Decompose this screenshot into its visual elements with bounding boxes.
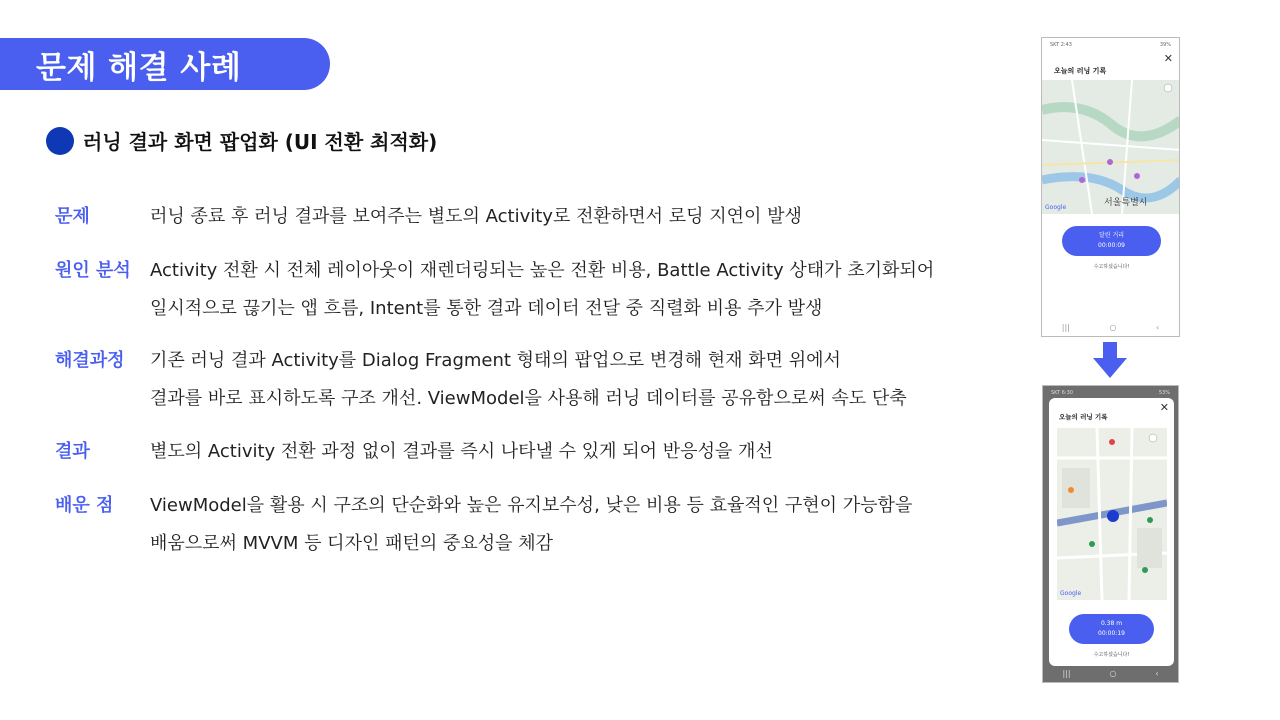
row-line: Activity 전환 시 전체 레이아웃이 재렌더링되는 높은 전환 비용, Battle Activity 상태가 초기화되어 [150,260,935,281]
android-nav-bar [1043,664,1178,682]
map-city-label: 서울특별시 [1104,198,1148,208]
arrow-down-icon [1093,342,1127,378]
back-icon[interactable]: ‹ [1155,668,1159,678]
close-icon[interactable]: ✕ [1159,401,1169,414]
title-banner [0,38,330,90]
row-line: ViewModel을 활용 시 구조의 단순화와 높은 유지보수성, 낮은 비용 등 효율적인 구현이 가능함을 [150,495,913,516]
row-label: 결과 [55,441,90,462]
row-text [150,433,1015,471]
result-time: 00:00:09 [1098,242,1125,249]
status-battery: 53% [1158,390,1170,396]
map-illustration [1057,428,1167,600]
result-distance: 달린 거리 [1098,232,1125,239]
row-text [150,342,1015,418]
result-dialog [1049,398,1174,666]
phone-screenshot-before [1041,37,1180,337]
status-time: SKT 2:43 [1050,42,1072,48]
row-label: 배운 점 [55,495,114,516]
home-icon[interactable]: ○ [1109,668,1117,678]
status-battery: 39% [1159,42,1171,48]
row-line: 결과를 바로 표시하도록 구조 개선. ViewModel을 사용해 러닝 데이터를 공유함으로써 속도 단축 [150,388,907,409]
row-line: 별도의 Activity 전환 과정 없이 결과를 즉시 나타낼 수 있게 되어 반응성을 개선 [150,441,773,462]
map-illustration [1042,80,1180,214]
row-text [150,198,1015,236]
result-button[interactable] [1069,614,1154,644]
thanks-text: 수고하셨습니다! [1093,652,1130,658]
google-logo: Google [1060,590,1082,597]
status-bar [1042,38,1179,52]
row-line: 기존 러닝 결과 Activity를 Dialog Fragment 형태의 팝업으로 변경해 현재 화면 위에서 [150,350,841,371]
map-view[interactable] [1057,428,1167,600]
status-time: SKT 6:30 [1051,390,1073,396]
row-line: 러닝 종료 후 러닝 결과를 보여주는 별도의 Activity로 전환하면서 로딩 지연이 발생 [150,206,802,227]
page-title: 문제 해결 사례 [36,49,242,86]
android-nav-bar [1042,318,1179,336]
close-icon[interactable]: ✕ [1163,52,1173,65]
section-subtitle [46,126,437,155]
bullet-dot-icon [46,127,74,155]
result-distance: 0.38 m [1100,620,1123,627]
google-logo: Google [1045,204,1067,211]
row-label: 원인 분석 [55,260,131,281]
recent-apps-icon[interactable]: ||| [1062,668,1071,678]
recent-apps-icon[interactable]: ||| [1061,322,1070,332]
row-line: 배움으로써 MVVM 등 디자인 패턴의 중요성을 체감 [150,533,553,554]
map-view[interactable] [1042,80,1180,214]
result-time: 00:00:19 [1098,630,1125,637]
row-text [150,252,1015,328]
thanks-text: 수고하셨습니다! [1093,264,1130,270]
row-text [150,487,1015,563]
home-icon[interactable]: ○ [1109,322,1117,332]
row-line: 일시적으로 끊기는 앱 흐름, Intent를 통한 결과 데이터 전달 중 직렬화 비용 추가 발생 [150,298,823,319]
row-label: 문제 [55,206,90,227]
back-icon[interactable]: ‹ [1155,322,1160,332]
result-button[interactable] [1062,226,1161,256]
subtitle-text: 러닝 결과 화면 팝업화 (UI 전환 최적화) [83,130,438,154]
dialog-title: 오늘의 러닝 기록 [1054,67,1107,75]
row-label: 해결과정 [55,350,125,371]
phone-screenshot-after [1042,385,1179,683]
dialog-title: 오늘의 러닝 기록 [1059,413,1108,421]
